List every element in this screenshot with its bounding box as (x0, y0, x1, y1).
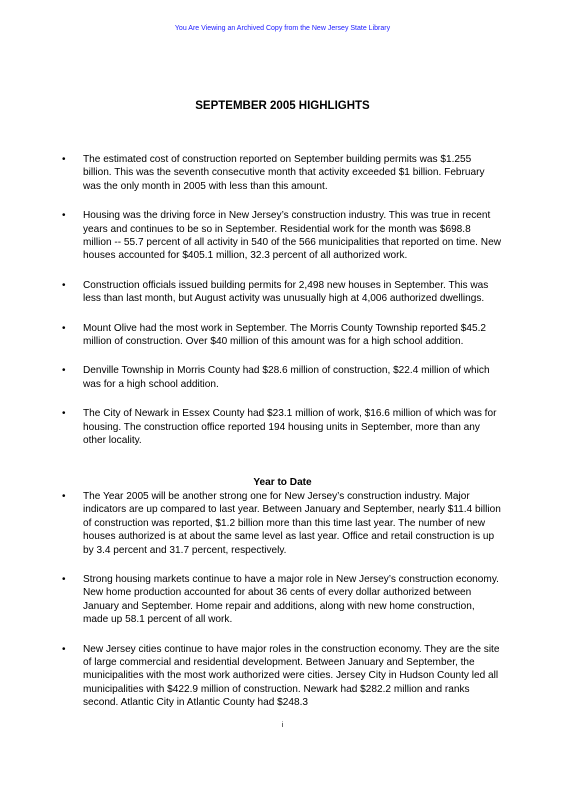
year-to-date-list (62, 490, 502, 726)
list-item (62, 364, 502, 391)
bullet-icon: • (62, 210, 66, 222)
highlight-text: The City of Newark in Essex County had $23.1 million of work, $16.6 million of which was for housing. The construction office reported 194 housing units in September, more than any other locality. (83, 408, 497, 447)
list-item (62, 407, 502, 447)
ytd-text: New Jersey cities continue to have major roles in the construction economy. They are the site of large commercial and residential development. Between January and September, the municipalities with the most work authorized were cities. Jersey City in Hudson County led all municipalities with $422.9 million of construction. Newark had $282.2 million and ranks second. Atlantic City in Atlantic County had $248.3 (83, 643, 500, 709)
list-item (62, 279, 502, 306)
year-to-date-heading: Year to Date (253, 477, 312, 488)
highlight-text: Denville Township in Morris County had $28.6 million of construction, $22.4 million of which was for a high school addition. (83, 365, 490, 390)
bullet-icon: • (62, 279, 66, 291)
archive-banner: You Are Viewing an Archived Copy from the New Jersey State Library (174, 25, 391, 32)
ytd-text: Strong housing markets continue to have a major role in New Jersey’s construction economy. New home production accounted for about 36 cents of every dollar authorized between January and September. Home repair and additions, along with new home construction, made up 58.1 percent of all work. (83, 574, 499, 626)
bullet-icon: • (62, 643, 66, 655)
list-item (62, 209, 502, 263)
list-item (62, 322, 502, 349)
page-title: SEPTEMBER 2005 HIGHLIGHTS (195, 100, 370, 112)
list-item (62, 153, 502, 193)
highlights-list (62, 153, 502, 464)
ytd-text: The Year 2005 will be another strong one for New Jersey’s construction industry. Major indicators are up compared to last year. Between January and September, nearly $11.4 billion of construction was reported, $1.2 billion more than this time last year. The number of new houses authorized is at about the same level as last year. Office and retail construction is up by 3.4 percent and 31.7 percent, respectively. (83, 491, 501, 556)
page-number: i (281, 722, 284, 729)
bullet-icon: • (62, 322, 66, 334)
highlight-text: Housing was the driving force in New Jersey’s construction industry. This was true in recent years and continues to be so in September. Residential work for the month was $698.8 million -- 55.7 percent of all activity in 540 of the 566 municipalities that reported on time. New houses accounted for $405.1 million, 32.3 percent of all authorized work. (83, 210, 501, 262)
highlight-text: Construction officials issued building permits for 2,498 new houses in September. This was less than last month, but August activity was unusually high at 4,006 authorized dwellings. (83, 279, 489, 305)
bullet-icon: • (62, 365, 66, 377)
bullet-icon: • (62, 154, 66, 165)
list-item (62, 490, 502, 557)
list-item (62, 573, 502, 627)
bullet-icon: • (62, 408, 66, 420)
bullet-icon: • (62, 491, 66, 502)
highlight-text: The estimated cost of construction reported on September building permits was $1.255 billion. This was the seventh consecutive month that activity exceeded $1 billion. February was the only month in 2005 with less than this amount. (83, 154, 485, 192)
list-item (62, 643, 502, 710)
highlight-text: Mount Olive had the most work in September. The Morris County Township reported $45.2 million of construction. Over $40 million of this amount was for a high school addition. (83, 322, 487, 348)
bullet-icon: • (62, 574, 66, 586)
